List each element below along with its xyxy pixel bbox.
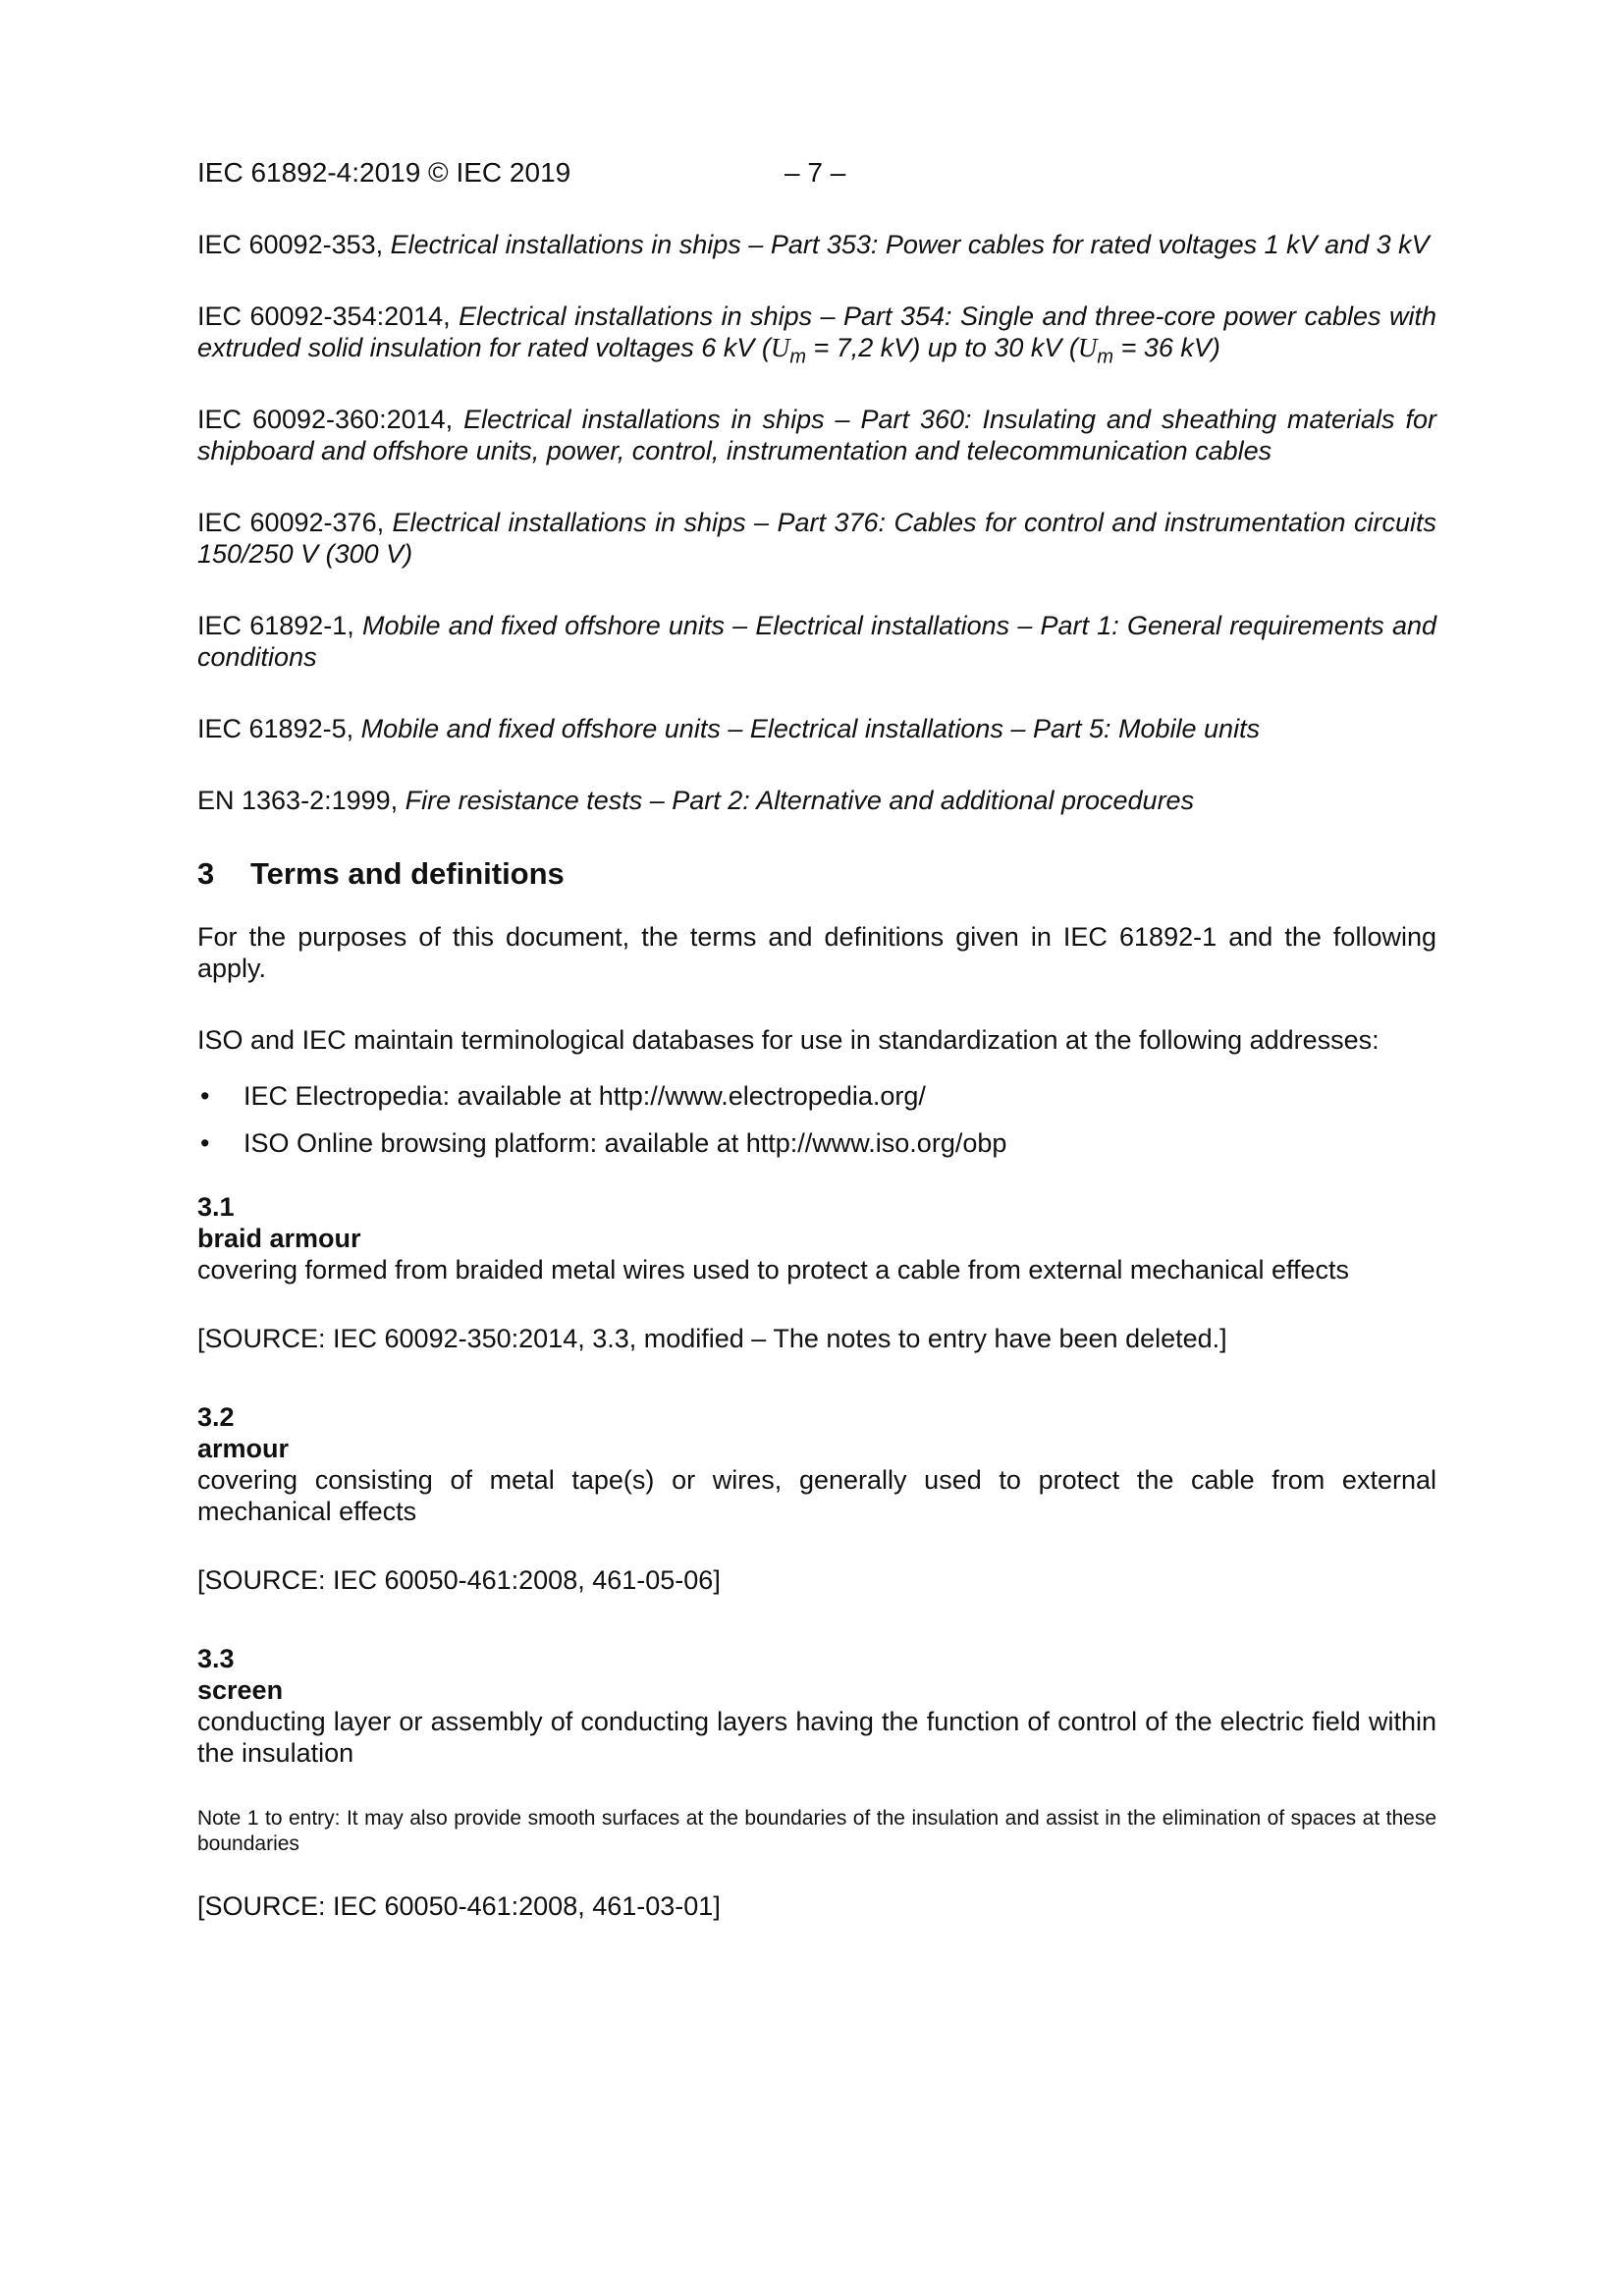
bullet-icon: • bbox=[200, 1128, 210, 1158]
reference-code: IEC 61892-5, bbox=[197, 714, 361, 743]
reference-code: IEC 60092-353, bbox=[197, 230, 391, 259]
term-note: Note 1 to entry: It may also provide smooth surfaces at the boundaries of the insulation and assist in the elimination of spaces at these boundaries bbox=[197, 1807, 1436, 1855]
reference-title: Mobile and fixed offshore units – Electrical installations – Part 5: Mobile units bbox=[360, 714, 1261, 743]
reference-entry bbox=[197, 404, 1436, 466]
reference-title: Fire resistance tests – Part 2: Alternative and additional procedures bbox=[405, 786, 1195, 815]
term-source: [SOURCE: IEC 60092-350:2014, 3.3, modified – The notes to entry have been deleted.] bbox=[197, 1324, 1227, 1353]
reference-code: IEC 60092-376, bbox=[197, 508, 393, 537]
term-entry bbox=[197, 1401, 1436, 1527]
header-standard-id: IEC 61892-4:2019 © IEC 2019 bbox=[197, 157, 571, 188]
reference-entry bbox=[197, 785, 1436, 816]
term-definition: conducting layer or assembly of conducting layers having the function of control of the electric field within the insulation bbox=[197, 1707, 1436, 1768]
list-item-text: IEC Electropedia: available at http://www.electropedia.org/ bbox=[243, 1081, 926, 1111]
section-title: Terms and definitions bbox=[250, 856, 565, 891]
intro-paragraph: ISO and IEC maintain terminological databases for use in standardization at the following addresses: bbox=[197, 1025, 1380, 1055]
section-heading bbox=[197, 856, 1436, 892]
database-list bbox=[197, 1080, 1436, 1159]
term-source: [SOURCE: IEC 60050-461:2008, 461-03-01] bbox=[197, 1891, 721, 1921]
list-item bbox=[197, 1127, 1436, 1159]
intro-paragraph: For the purposes of this document, the terms and definitions given in IEC 61892-1 and the following apply. bbox=[197, 922, 1436, 983]
term-number: 3.3 bbox=[197, 1644, 235, 1673]
reference-title: Electrical installations in ships – Part 360: Insulating and sheathing materials for shipboard and offshore units, power, control, instrumentation and telecommunication cables bbox=[197, 405, 1437, 465]
document-page bbox=[197, 157, 1436, 1969]
term-name: braid armour bbox=[197, 1224, 361, 1253]
page-header bbox=[197, 157, 1436, 192]
term-number: 3.2 bbox=[197, 1402, 235, 1432]
list-item-text: ISO Online browsing platform: available at http://www.iso.org/obp bbox=[243, 1128, 1007, 1158]
term-definition: covering formed from braided metal wires used to protect a cable from external mechanical effects bbox=[197, 1255, 1350, 1285]
reference-entry bbox=[197, 610, 1436, 673]
reference-code: EN 1363-2:1999, bbox=[197, 786, 406, 815]
reference-code: IEC 61892-1, bbox=[197, 611, 362, 640]
reference-title: Mobile and fixed offshore units – Electrical installations – Part 1: General requirements and conditions bbox=[197, 611, 1436, 672]
page-number: – 7 – bbox=[784, 157, 846, 188]
list-item bbox=[197, 1080, 1436, 1112]
reference-entry bbox=[197, 301, 1437, 368]
reference-entry bbox=[197, 229, 1436, 260]
term-source: [SOURCE: IEC 60050-461:2008, 461-05-06] bbox=[197, 1565, 721, 1595]
reference-title: Electrical installations in ships – Part 376: Cables for control and instrumentation circuits 150/250 V (300 V) bbox=[197, 508, 1436, 569]
reference-title: Electrical installations in ships – Part 354: Single and three-core power cables with extruded solid insulation for rated voltages 6 kV ($U_m = 7,2$ kV) up to 30 kV ($U_m = 36$ kV) bbox=[197, 301, 1437, 368]
section-number: 3 bbox=[197, 856, 215, 891]
term-name: armour bbox=[197, 1434, 290, 1463]
term-entry bbox=[197, 1643, 1436, 1769]
term-definition: covering consisting of metal tape(s) or wires, generally used to protect the cable from external mechanical effects bbox=[197, 1465, 1436, 1526]
term-entry bbox=[197, 1191, 1436, 1285]
term-number: 3.1 bbox=[197, 1192, 235, 1222]
reference-entry bbox=[197, 507, 1436, 570]
reference-code: IEC 60092-360:2014, bbox=[197, 405, 464, 434]
reference-title: Electrical installations in ships – Part 353: Power cables for rated voltages 1 kV and 3 kV bbox=[390, 230, 1430, 259]
bullet-icon: • bbox=[200, 1081, 210, 1111]
term-name: screen bbox=[197, 1675, 284, 1705]
reference-code: IEC 60092-354:2014, bbox=[197, 301, 460, 331]
reference-entry bbox=[197, 713, 1436, 744]
